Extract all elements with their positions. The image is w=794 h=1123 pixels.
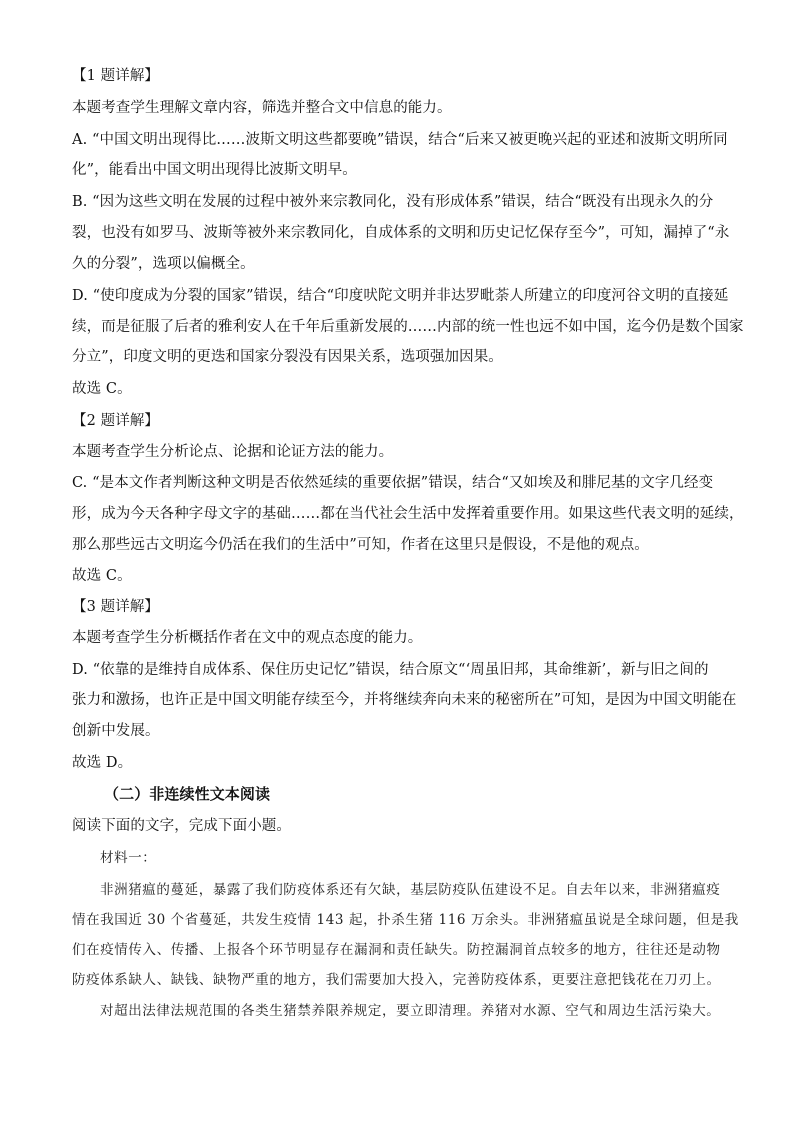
q1-heading: 【1 题详解】 [72,68,160,84]
q2-intro: 本题考查学生分析论点、论据和论证方法的能力。 [72,444,394,460]
q1-option-d-line2: 续，而是征服了后者的雅利安人在千年后重新发展的……内部的统一性也远不如中国，迄今仍是数个国家 [72,319,744,335]
reading-instruction: 阅读下面的文字，完成下面小题。 [72,818,291,834]
material-line2: 情在我国近 30 个省蔓延，共发生疫情 143 起，扑杀生猪 116 万余头。非洲猪瘟虽说是全球问题，但是我 [72,912,739,928]
q2-answer: 故选 C。 [72,568,132,584]
material-line3: 们在疫情传入、传播、上报各个环节明显存在漏洞和责任缺失。防控漏洞首点较多的地方，往往还是动物 [72,942,721,958]
section-title: （二）非连续性文本阅读 [104,785,271,803]
q1-option-b-line2: 裂，也没有如罗马、波斯等被外来宗教同化，自成体系的文明和历史记忆保存至今”，可知，漏掉了“永 [72,225,730,241]
q1-option-a-line2: 化”，能看出中国文明出现得比波斯文明早。 [72,162,357,178]
q1-answer: 故选 C。 [72,381,132,397]
q1-option-b-line3: 久的分裂”，选项以偏概全。 [72,256,255,272]
q3-heading: 【3 题详解】 [72,599,160,615]
q3-option-d-line1: D. “依靠的是维持自成体系、保住历史记忆”错误，结合原文“‘周虽旧邦，其命维新’，新与旧之间的 [72,662,709,678]
material-label: 材料一： [100,850,157,866]
q1-option-b-line1: B. “因为这些文明在发展的过程中被外来宗教同化，没有形成体系”错误，结合“既没有出现永久的分 [72,194,714,210]
q2-option-c-line1: C. “是本文作者判断这种文明是否依然延续的重要依据”错误，结合“又如埃及和腓尼基的文字几经变 [72,475,714,491]
material-line5: 对超出法律法规范围的各类生猪禁养限养规定，要立即清理。养猪对水源、空气和周边生活污染大。 [100,1003,721,1019]
q3-option-d-line2: 张力和激扬，也许正是中国文明能存续至今，并将继续奔向未来的秘密所在”可知，是因为中国文明能在 [72,692,737,708]
q2-option-c-line3: 那么那些远古文明迄今仍活在我们的生活中”可知，作者在这里只是假设，不是他的观点。 [72,537,649,553]
q2-heading: 【2 题详解】 [72,413,160,429]
q2-option-c-line2: 形，成为今天各种字母文字的基础……都在当代社会生活中发挥着重要作用。如果这些代表文明的延续， [72,506,744,522]
q1-option-d-line3: 分立”，印度文明的更迭和国家分裂没有因果关系，选项强加因果。 [72,349,503,365]
material-line1: 非洲猪瘟的蔓延，暴露了我们防疫体系还有欠缺，基层防疫队伍建设不足。自去年以来，非洲猪瘟疫 [100,882,721,898]
q1-option-d-line1: D. “使印度成为分裂的国家”错误，结合“印度吠陀文明并非达罗毗荼人所建立的印度河谷文明的直接延 [72,288,729,304]
q1-option-a-line1: A. “中国文明出现得比……波斯文明这些都要晚”错误，结合“后来又被更晚兴起的亚述和波斯文明所同 [72,132,728,148]
q3-intro: 本题考查学生分析概括作者在文中的观点态度的能力。 [72,630,423,646]
material-line4: 防疫体系缺人、缺钱、缺物严重的地方，我们需要加大投入，完善防疫体系，更要注意把钱花在刀刃上。 [72,972,721,988]
q1-intro: 本题考查学生理解文章内容，筛选并整合文中信息的能力。 [72,100,452,116]
q3-option-d-line3: 创新中发展。 [72,723,160,739]
q3-answer: 故选 D。 [72,755,133,771]
